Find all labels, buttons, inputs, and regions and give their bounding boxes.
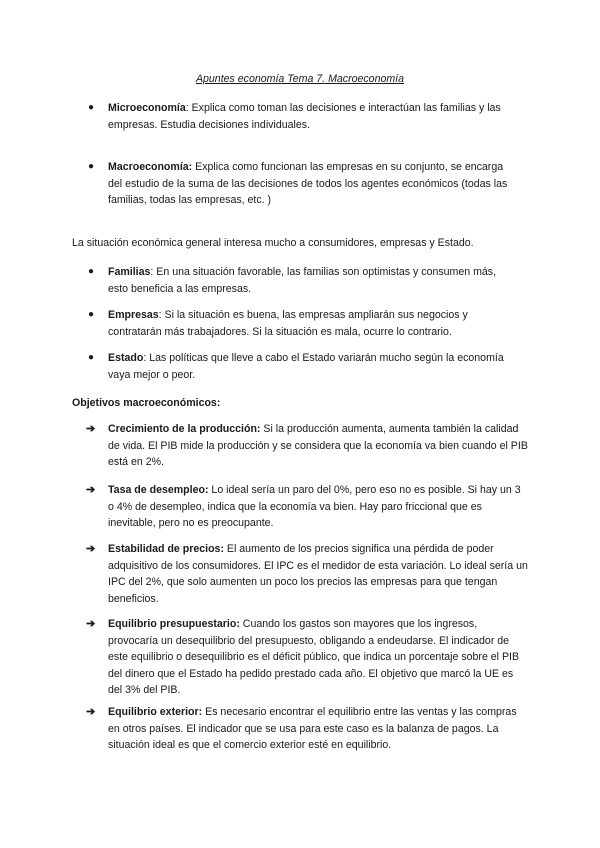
term: Macroeconomía:	[108, 161, 193, 173]
term: Equilibrio presupuestario:	[108, 618, 240, 630]
list-item	[108, 264, 518, 297]
term: Equilibrio exterior:	[108, 706, 203, 718]
term: Tasa de desempleo:	[108, 484, 209, 496]
list-item	[108, 616, 528, 699]
list-item	[108, 159, 518, 209]
intro-paragraph: La situación económica general interesa mucho a consumidores, empresas y Estado.	[72, 237, 474, 249]
bullet-icon: ●	[88, 309, 95, 320]
definition: Si la producción aumenta, aumenta también la calidad de vida. El PIB mide la producción y se considera que la economía va bien cuando el PIB está en 2%.	[108, 423, 528, 468]
list-item	[108, 421, 528, 471]
arrow-icon: ➔	[86, 618, 96, 630]
arrow-icon: ➔	[86, 706, 96, 718]
section-heading: Objetivos macroeconómicos:	[72, 397, 221, 409]
term: Estabilidad de precios:	[108, 543, 224, 555]
definition: : Las políticas que lleve a cabo el Estado variarán mucho según la economía vaya mejor o peor.	[108, 352, 504, 381]
list-item	[108, 307, 518, 340]
term: Microeconomía	[108, 102, 186, 114]
definition: Lo ideal sería un paro del 0%, pero eso no es posible. Si hay un 3 o 4% de desempleo, indica que la economía va bien. Hay paro friccional que es inevitable, pero no es preocupante.	[108, 484, 521, 529]
list-item	[108, 704, 528, 754]
definition: Explica como funcionan las empresas en su conjunto, se encarga del estudio de la suma de las decisiones de todos los agentes económicos (todas las familias, todas las empresas, etc. )	[108, 161, 508, 206]
definition: : En una situación favorable, las familias son optimistas y consumen más, esto beneficia a las empresas.	[108, 266, 497, 295]
list-item	[108, 541, 528, 607]
term: Empresas	[108, 309, 159, 321]
bullet-icon: ●	[88, 352, 95, 363]
definition: El aumento de los precios significa una pérdida de poder adquisitivo de los consumidores. El IPC es el medidor de esta variación. Lo ideal sería un IPC del 2%, que solo aumenten un poco los precios las empresas para que tengan beneficios.	[108, 543, 528, 605]
definition: Cuando los gastos son mayores que los ingresos, provocaría un desequilibrio del presupuesto, obligando a endeudarse. El indicador de este equilibrio o desequilibrio es el déficit público, que indica un porcentaje sobre el PIB del dinero que el Estado ha pedido prestado cada año. El objetivo que marcó la UE es del 3% del PIB.	[108, 618, 520, 696]
bullet-icon: ●	[88, 161, 95, 172]
arrow-icon: ➔	[86, 423, 96, 435]
bullet-icon: ●	[88, 266, 95, 277]
term: Estado	[108, 352, 144, 364]
list-item	[108, 482, 528, 532]
term: Crecimiento de la producción:	[108, 423, 261, 435]
page-title: Apuntes economía Tema 7. Macroeconomía	[195, 73, 405, 85]
definition: : Explica como toman las decisiones e interactúan las familias y las empresas. Estudia decisiones individuales.	[108, 102, 501, 131]
definition: : Si la situación es buena, las empresas ampliarán sus negocios y contratarán más trabajadores. Si la situación es mala, ocurre lo contrario.	[108, 309, 468, 338]
definition: Es necesario encontrar el equilibrio entre las ventas y las compras en otros países. El indicador que se usa para este caso es la balanza de pagos. La situación ideal es que el comercio exterior esté en equilibrio.	[108, 706, 517, 751]
term: Familias	[108, 266, 151, 278]
arrow-icon: ➔	[86, 484, 96, 496]
arrow-icon: ➔	[86, 543, 96, 555]
list-item	[108, 100, 518, 133]
list-item	[108, 350, 518, 383]
bullet-icon: ●	[88, 102, 95, 113]
